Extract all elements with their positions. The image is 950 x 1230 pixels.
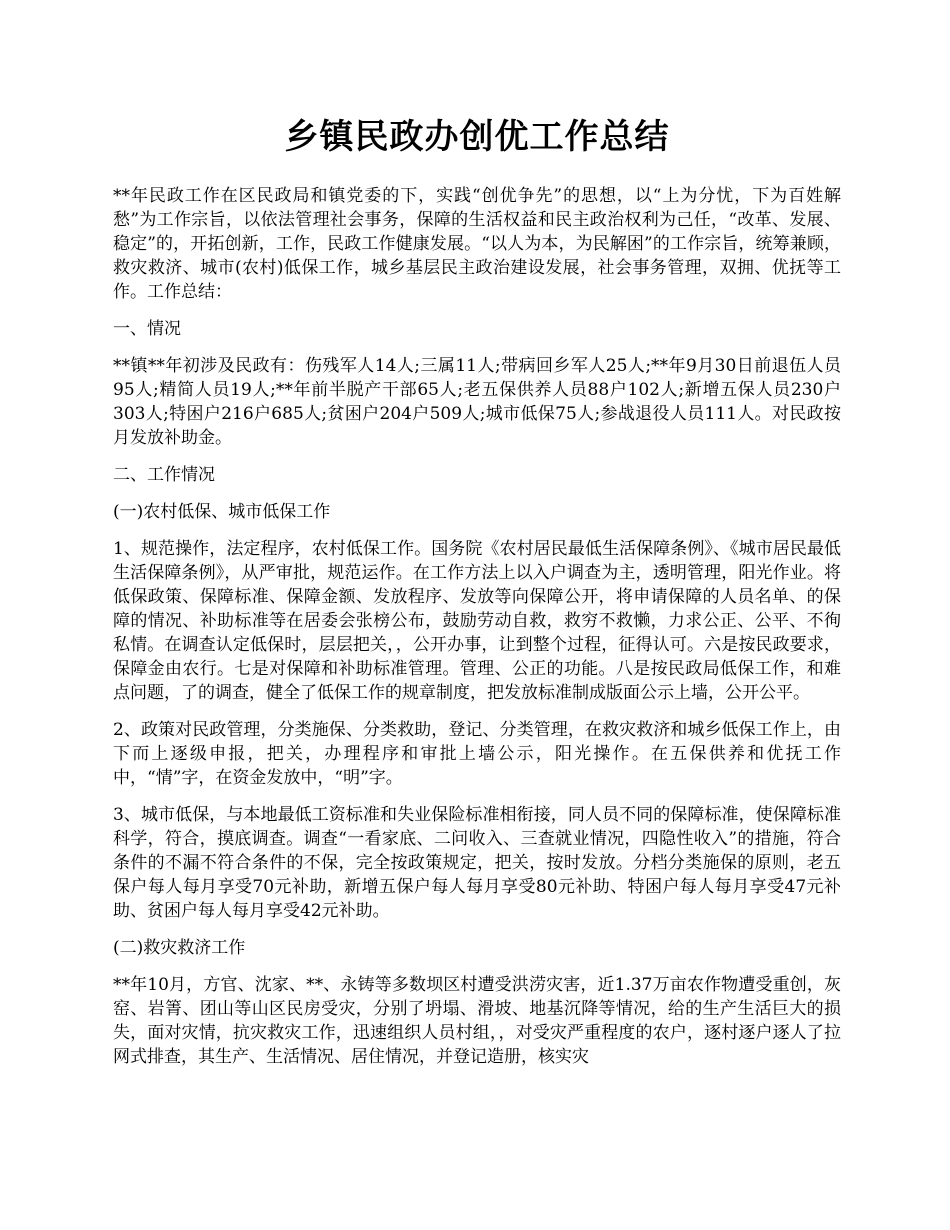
subsection-heading-low-income: (一)农村低保、城市低保工作 xyxy=(113,502,331,522)
paragraph-item-1: 1、规范操作，法定程序，农村低保工作。国务院《农村居民最低生活保障条例》、《城市居民最低生活保障条例》，从严审批，规范运作。在工作方法上以入户调查为主，透明管理，阳光作业。将低保政策、保障标准、保障金额、发放程序、发放等向保障公开，将申请保障的人员名单、的保障的情况、补助标准等在居委会张榜公布，鼓励劳动自救，救穷不救懒，力求公正、公平、不徇私情。在调查认定低保时，层层把关，，公开办事，让到整个过程，征得认可。六是按民政要求，保障金由农行。七是对保障和补助标准管理。管理、公正的功能。八是按民政局低保工作，和难点问题，了的调查，健全了低保工作的规章制度，把发放标准制成版面公示上墙，公开公平。 xyxy=(113,539,841,703)
paragraph-item-3: 3、城市低保，与本地最低工资标准和失业保险标准相衔接，同人员不同的保障标准，使保障标准科学，符合，摸底调查。调查“一看家底、二问收入、三查就业情况，四隐性收入”的措施，符合条件的不漏不符合条件的不保，完全按政策规定，把关，按时发放。分档分类施保的原则，老五保户每人每月享受70元补助，新增五保户每人每月享受80元补助、特困户每人每月享受47元补助、贫困户每人每月享受42元补助。 xyxy=(113,805,841,921)
section-heading-work: 二、工作情况 xyxy=(113,465,215,485)
document-body xyxy=(113,112,841,1082)
disaster-relief-paragraph: **年10月，方官、沈家、**、永铸等多数坝区村遭受洪涝灾害，近1.37万亩农作物遭受重创，灰窑、岩箐、团山等山区民房受灾，分别了坍塌、滑坡、地基沉降等情况，给的生产生活巨大的损失，面对灾情，抗灾救灾工作，迅速组织人员村组，，对受灾严重程度的农户，逐村逐户逐人了拉网式排查，其生产、生活情况、居住情况，并登记造册，核实灾 xyxy=(113,975,841,1067)
document-title: 乡镇民政办创优工作总结 xyxy=(284,117,670,157)
overview-paragraph: **镇**年初涉及民政有：伤残军人14人;三属11人;带病回乡军人25人;**年9月30日前退伍人员95人;精简人员19人;**年前半脱产干部65人;老五保供养人员88户102人;新增五保人员230户303人;特困户216户685人;贫困户204户509人;城市低保75人;参战退役人员111人。对民政按月发放补助金。 xyxy=(113,356,841,448)
intro-paragraph: **年民政工作在区民政局和镇党委的下，实践“创优争先”的思想，以“上为分忧，下为百姓解愁”为工作宗旨，以依法管理社会事务，保障的生活权益和民主政治权利为己任，“改革、发展、稳定”的，开拓创新，工作，民政工作健康发展。“以人为本，为民解困”的工作宗旨，统筹兼顾，救灾救济、城市(农村)低保工作，城乡基层民主政治建设发展，社会事务管理，双拥、优抚等工作。工作总结： xyxy=(113,186,841,302)
section-heading-overview: 一、情况 xyxy=(113,319,181,339)
subsection-heading-disaster-relief: (二)救灾救济工作 xyxy=(113,938,246,958)
paragraph-item-2: 2、政策对民政管理，分类施保、分类救助，登记、分类管理，在救灾救济和城乡低保工作上，由下而上逐级申报，把关，办理程序和审批上墙公示，阳光操作。在五保供养和优抚工作中，“情”字，在资金发放中，“明”字。 xyxy=(113,720,841,788)
